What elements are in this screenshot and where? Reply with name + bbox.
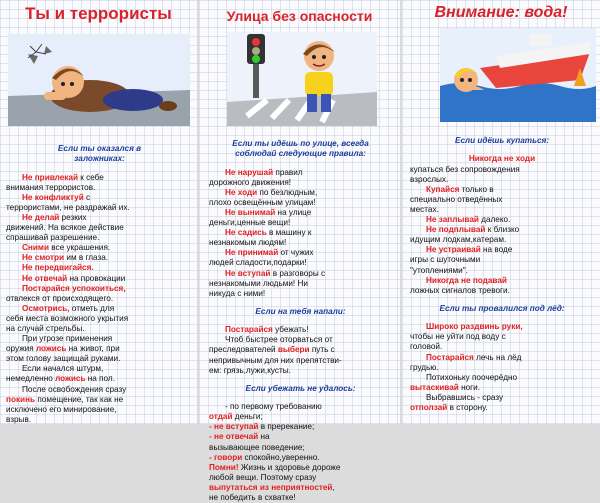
rule-line: немедленно ложись на пол. (6, 374, 115, 384)
section-heading: Если на тебя напали: (255, 306, 346, 316)
rule-line: Чтоб быстрее оторваться от (225, 335, 333, 345)
rule-line: непривычным для них препятстви- (209, 355, 342, 365)
rule-line: головой. (410, 342, 443, 352)
section-heading: Если ты оказался в заложниках: (57, 144, 142, 164)
rule-line: Постарайся успокоиться, (22, 283, 126, 293)
rule-line: - по первому требованию (225, 402, 322, 412)
rule-line: Не делай резких (22, 212, 87, 222)
rule-line: Не привлекай к себе (22, 172, 104, 182)
rule-line: грудью. (410, 362, 439, 372)
rule-line: Сними все украшения. (22, 243, 111, 253)
rule-line: купаться без сопровождения (410, 164, 520, 174)
rule-line: взрослых. (410, 174, 449, 184)
rule-line: Не вынимай на улице (225, 207, 312, 217)
rule-line: игры с шуточными (410, 255, 481, 265)
swimming-illustration (440, 28, 596, 122)
rule-line: Выбравшись - сразу (426, 392, 504, 402)
rule-line: Не отвечай на провокации (22, 273, 126, 283)
rule-line: никуда с ними! (209, 288, 266, 298)
rule-line: - не отвечай на (209, 432, 270, 442)
rule-line: Не конфликтуй с (22, 192, 91, 202)
rule-line: Не садись в машину к (225, 228, 312, 238)
section-heading: Если идёшь купаться: (454, 136, 550, 146)
panel-title: Внимание: вода! (434, 4, 568, 21)
rule-line: движений. На всякое действие (6, 223, 124, 233)
rule-line: Не вступай в разговоры с (225, 268, 326, 278)
rule-line: себя места возможного укрытия (6, 313, 129, 323)
panel-title: Улица без опасности (226, 8, 373, 24)
rule-line: Не подплывай к близко (426, 225, 520, 235)
rule-line: спрашивай разрешение. (6, 233, 100, 243)
rule-line: Не ходи по безлюдным, (225, 187, 318, 197)
rule-line: идущим лодкам,катерам. (410, 235, 507, 245)
rule-line: вызывающее поведение; (209, 442, 305, 452)
rule-line: оружия ложись на живот, при (6, 344, 120, 354)
rule-line: Не передвигайся. (22, 263, 94, 273)
panel-body (6, 136, 193, 425)
rule-line: деньги,ценные вещи! (209, 218, 291, 228)
rule-line: При угрозе применения (22, 334, 113, 344)
rule-line: ложных сигналов тревоги. (410, 285, 510, 295)
section-heading: Если ты провалился под лёд: (439, 303, 565, 313)
panel-body (209, 131, 392, 503)
section-heading: Если убежать не удалось: (245, 383, 356, 393)
hostage-illustration (8, 34, 190, 126)
rule-line: Не устраивай на воде (426, 245, 513, 255)
rule-line: террористами, не раздражай их. (6, 202, 130, 212)
rule-line: - не вступай в пререкание; (209, 422, 315, 432)
rule-line: этом голову защищай руками. (6, 354, 121, 364)
rule-line: вытаскивай ноги. (410, 382, 480, 392)
rule-line: Не принимай от чужих (225, 248, 314, 258)
rule-line: местах. (410, 204, 439, 214)
panel-water-safety (402, 0, 600, 424)
section-heading: Если ты идёшь по улице, всегда соблюдай следующие правила: (232, 139, 369, 159)
rule-line: внимания террористов. (6, 182, 96, 192)
rule-line: дорожного движения! (209, 177, 292, 187)
rule-line: исключено его минирование, (6, 404, 117, 414)
panel-street-safety (199, 0, 400, 503)
rule-line: отвлекся от происходящего. (6, 293, 114, 303)
rule-line: Никогда не подавай (426, 275, 507, 285)
rule-line: Осмотрись, отметь для (22, 303, 115, 313)
rule-line: Не нарушай правил (225, 167, 303, 177)
panel-body (410, 128, 594, 413)
rule-line: Не заплывай далеко. (426, 215, 511, 225)
rule-line: не победить в схватке! (209, 493, 296, 503)
rule-line: ем: грязь,лужи,кусты. (209, 365, 291, 375)
rule-line: Помни! Жизнь и здоровье дороже (209, 462, 341, 472)
rule-line: отползай в сторону. (410, 403, 488, 412)
rule-line: После освобождения сразу (22, 384, 127, 394)
rule-line: чтобы не уйти под воду с (410, 332, 506, 342)
rule-line: специально отведённых (410, 194, 503, 204)
rule-line: Никогда не ходи (468, 154, 536, 164)
rule-line: взрыв. (6, 414, 32, 424)
rule-line: "утоплениями". (410, 265, 468, 275)
rule-line: покинь помещение, так как не (6, 394, 124, 404)
rule-line: плохо освещённым улицам! (209, 197, 316, 207)
rule-line: Постарайся убежать! (225, 325, 309, 335)
rule-line: Купайся только в (426, 184, 494, 194)
rule-line: отдай деньги; (209, 412, 263, 422)
panel-title: Ты и террористы (25, 4, 172, 23)
rule-line: незнакомыми людьми! Ни (209, 278, 308, 288)
rule-line: людей сладости,подарки! (209, 258, 307, 268)
rule-line: выпутаться из неприятностей, (209, 482, 335, 492)
rule-line: Не смотри им в глаза. (22, 253, 109, 263)
rule-line: Потихоньку поочерёдно (426, 372, 518, 382)
rule-line: преследователей выбери путь с (209, 345, 335, 355)
rule-line: на случай стрельбы. (6, 323, 85, 333)
panel-terrorists (0, 0, 197, 424)
rule-line: любой вещи. Поэтому сразу (209, 472, 317, 482)
rule-line: незнакомым людям! (209, 238, 287, 248)
rule-line: Если начался штурм, (22, 364, 104, 374)
rule-line: - говори спокойно,уверенно. (209, 452, 320, 462)
rule-line: Широко раздвинь руки, (426, 322, 523, 332)
street-crossing-illustration (227, 32, 377, 126)
rule-line: Постарайся лечь на лёд (426, 352, 522, 362)
